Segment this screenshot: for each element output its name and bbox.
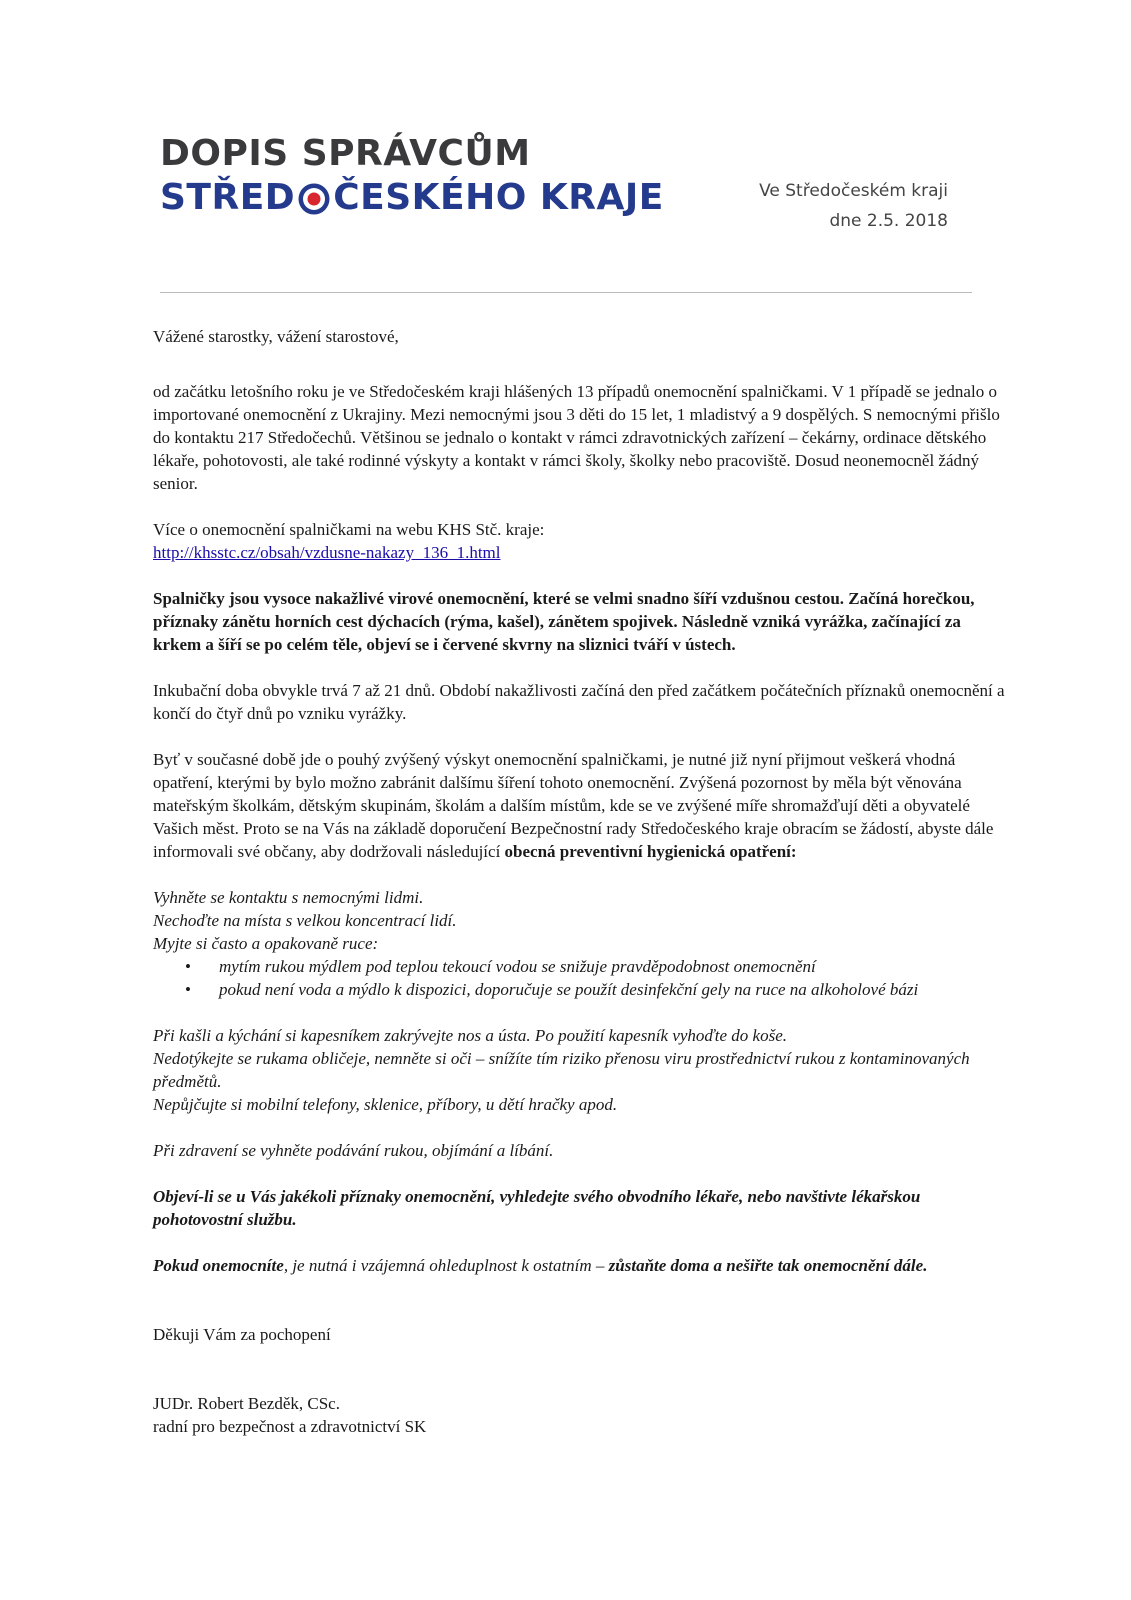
measure-sharing: Nepůjčujte si mobilní telefony, sklenice, příbory, u dětí hračky apod. xyxy=(153,1095,618,1114)
measure-face: Nedotýkejte se rukama obličeje, nemněte si oči – snížíte tím riziko přenosu viru prostřednictví rukou z kontaminovaných předmětů. xyxy=(153,1049,970,1091)
signature-title: radní pro bezpečnost a zdravotnictví SK xyxy=(153,1417,427,1436)
signature-name: JUDr. Robert Bezděk, CSc. xyxy=(153,1394,340,1413)
doctor-notice: Objeví-li se u Vás jakékoli příznaky onemocnění, vyhledejte svého obvodního lékaře, nebo navštivte lékařskou pohotovostní službu. xyxy=(153,1187,921,1229)
roundel-icon xyxy=(298,183,330,215)
incubation-paragraph: Inkubační doba obvykle trvá 7 až 21 dnů. Období nakažlivosti začíná den před začátkem počátečních příznaků onemocnění a končí do čtyř dnů po vzniku vyrážky. xyxy=(153,681,1005,723)
header-divider xyxy=(160,292,972,293)
list-item: • mytím rukou mýdlem pod teplou tekoucí vodou se snižuje pravděpodobnost onemocnění xyxy=(219,955,1013,978)
request-paragraph xyxy=(153,748,1013,863)
measure-avoid-crowds: Nechoďte na místa s velkou koncentrací lidí. xyxy=(153,911,457,930)
list-item: • pokud není voda a mýdlo k dispozici, doporučuje se použít desinfekční gely na ruce na alkoholové bázi xyxy=(219,978,1013,1001)
closing-paragraph xyxy=(153,1254,1013,1277)
date-text: dne 2.5. 2018 xyxy=(829,211,948,231)
letter-body xyxy=(153,325,1013,1438)
place-date xyxy=(759,176,948,236)
logo-line-2-right: ČESKÉHO KRAJE xyxy=(333,177,664,218)
closing-bold-1: Pokud onemocníte xyxy=(153,1256,284,1275)
measure-avoid-contact: Vyhněte se kontaktu s nemocnými lidmi. xyxy=(153,888,424,907)
request-bold-text: obecná preventivní hygienická opatření: xyxy=(504,842,797,861)
place-text: Ve Středočeském kraji xyxy=(759,181,948,201)
logo-line-2-left: STŘED xyxy=(160,177,296,218)
closing-bold-2: zůstaňte doma a nešiřte tak onemocnění dále. xyxy=(608,1256,928,1275)
intro-paragraph: od začátku letošního roku je ve Středočeském kraji hlášených 13 případů onemocnění spalničkami. V 1 případě se jednalo o importované onemocnění z Ukrajiny. Mezi nemocnými jsou 3 děti do 15 let, 1 mladistvý a 9 dospělých. S nemocnými přišlo do kontaktu 217 Středočechů. Většinou se jednalo o kontakt v rámci zdravotnických zařízení – čekárny, ordinace dětského lékaře, pohotovosti, ale také rodinné výskyty a kontakt v rámci školy, školky nebo pracoviště. Dosud neonemocněl žádný senior. xyxy=(153,382,1000,493)
request-text: Byť v současné době jde o pouhý zvýšený výskyt onemocnění spalničkami, je nutné již nyní přijmout veškerá vhodná opatření, kterými by bylo možno zabránit dalšímu šíření tohoto onemocnění. Zvýšená pozornost by měla být věnována mateřským školkám, dětským skupinám, školám a dalším místům, kde se ve zvýšené míře shromažďují děti a obyvatelé Vašich měst. Proto se na Vás na základě doporučení Bezpečnostní rady Středočeského kraje obracím se žádostí, abyste dále informovali své občany, aby dodržovali následující xyxy=(153,750,994,861)
logo-line-1: DOPIS SPRÁVCŮM xyxy=(160,133,531,174)
measles-description: Spalničky jsou vysoce nakažlivé virové onemocnění, které se velmi snadno šíří vzdušnou cestou. Začíná horečkou, příznaky zánětu horních cest dýchacích (rýma, kašel), zánětem spojivek. Následně vzniká vyrážka, začínající za krkem a šíří se po celém těle, objeví se i červené skvrny na sliznici tváří v ústech. xyxy=(153,589,975,654)
more-info-text: Více o onemocnění spalničkami na webu KHS Stč. kraje: xyxy=(153,520,545,539)
hand-wash-list xyxy=(153,955,1013,1001)
measure-wash-hands: Myjte si často a opakovaně ruce: xyxy=(153,934,379,953)
measure-cough: Při kašli a kýchání si kapesníkem zakrývejte nos a ústa. Po použití kapesník vyhoďte do koše. xyxy=(153,1026,787,1045)
khs-link[interactable]: http://khsstc.cz/obsah/vzdusne-nakazy_136_1.html xyxy=(153,543,501,562)
salutation: Vážené starostky, vážení starostové, xyxy=(153,327,399,346)
letter-logo xyxy=(160,132,664,220)
logo-line-2 xyxy=(160,176,664,220)
measure-greeting: Při zdravení se vyhněte podávání rukou, objímání a líbání. xyxy=(153,1141,554,1160)
closing-mid: , je nutná i vzájemná ohleduplnost k ostatním – xyxy=(283,1256,609,1275)
thanks-text: Děkuji Vám za pochopení xyxy=(153,1325,331,1344)
